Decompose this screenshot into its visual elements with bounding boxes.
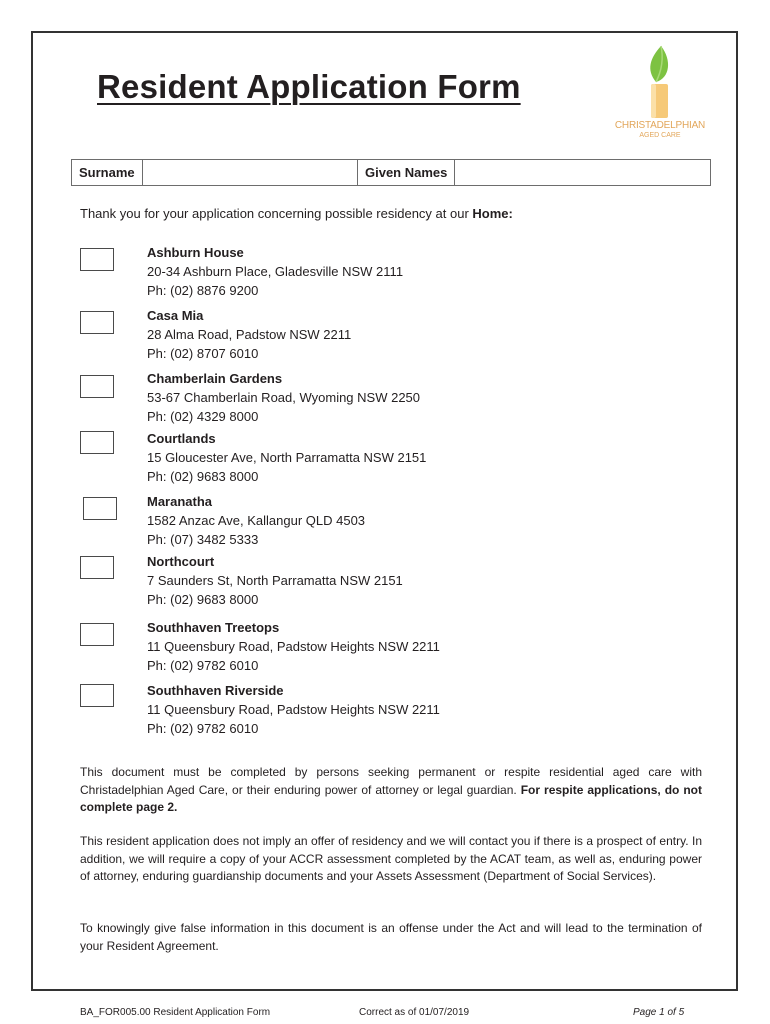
home-phone: Ph: (02) 8707 6010 (147, 346, 259, 361)
home-address: 15 Gloucester Ave, North Parramatta NSW 2151 (147, 450, 427, 465)
home-option-courtlands (147, 429, 426, 486)
home-option-northcourt (147, 552, 403, 609)
home-name: Ashburn House (147, 245, 244, 260)
home-address: 1582 Anzac Ave, Kallangur QLD 4503 (147, 513, 366, 528)
surname-label: Surname (72, 160, 143, 186)
leaf-candle-icon (642, 44, 678, 120)
logo-name: CHRISTADELPHIAN (614, 120, 706, 131)
home-name: Courtlands (147, 431, 216, 446)
home-address: 53-67 Chamberlain Road, Wyoming NSW 2250 (147, 390, 421, 405)
given-names-input[interactable] (462, 162, 710, 184)
footer-doc-code: BA_FOR005.00 Resident Application Form (80, 1007, 271, 1018)
home-option-chamberlain-gardens (147, 369, 420, 426)
home-option-maranatha (147, 492, 365, 549)
home-name: Southhaven Riverside (147, 683, 284, 698)
footer-page-number: Page 1 of 5 (633, 1007, 685, 1018)
home-name: Maranatha (147, 494, 213, 509)
home-option-ashburn-house (147, 243, 403, 300)
false-information-warning: To knowingly give false information in this document is an offense under the Act and will lead to the termination of your Resident Agreement. (80, 921, 702, 953)
intro-text (80, 206, 513, 221)
intro-lead: Thank you for your application concerning possible residency at our (80, 206, 473, 221)
home-address: 11 Queensbury Road, Padstow Heights NSW 2211 (147, 639, 440, 654)
home-name: Southhaven Treetops (147, 620, 280, 635)
home-phone: Ph: (07) 3482 5333 (147, 532, 259, 547)
home-address: 7 Saunders St, North Parramatta NSW 2151 (147, 573, 403, 588)
page-title: Resident Application Form (97, 68, 521, 105)
completion-notice (80, 764, 702, 817)
surname-cell (143, 160, 358, 186)
home-name: Casa Mia (147, 308, 204, 323)
home-phone: Ph: (02) 9782 6010 (147, 721, 259, 736)
logo-subtitle: AGED CARE (639, 132, 681, 139)
home-checkbox-maranatha[interactable] (83, 497, 117, 520)
home-phone: Ph: (02) 8876 9200 (147, 283, 259, 298)
home-checkbox-casa-mia[interactable] (80, 311, 114, 334)
footer-correct-as: Correct as of 01/07/2019 (359, 1007, 470, 1018)
home-address: 28 Alma Road, Padstow NSW 2211 (147, 327, 352, 342)
home-checkbox-southhaven-treetops[interactable] (80, 623, 114, 646)
residency-disclaimer: This resident application does not imply an offer of residency and we will contact you if there is a prospect of entry. In addition, we will require a copy of your ACCR assessment completed by the ACAT team, as well as, enduring power of attorney, enduring guardianship documents and your Assets Assessment (Department of Social Services). (80, 834, 702, 883)
home-address: 11 Queensbury Road, Padstow Heights NSW 2211 (147, 702, 440, 717)
logo (612, 44, 708, 144)
home-option-casa-mia (147, 306, 351, 363)
home-option-southhaven-treetops (147, 618, 440, 675)
given-names-label: Given Names (358, 160, 455, 186)
home-checkbox-ashburn-house[interactable] (80, 248, 114, 271)
home-option-southhaven-riverside (147, 681, 440, 738)
home-phone: Ph: (02) 4329 8000 (147, 409, 259, 424)
home-checkbox-courtlands[interactable] (80, 431, 114, 454)
home-address: 20-34 Ashburn Place, Gladesville NSW 2111 (147, 264, 404, 279)
completion-notice-text: This document must be completed by persons seeking permanent or respite residential aged care with Christadelphian Aged Care, or their enduring power of attorney or legal guardian. (80, 765, 702, 797)
surname-input[interactable] (150, 162, 357, 184)
intro-emphasis: Home: (472, 206, 513, 221)
home-phone: Ph: (02) 9782 6010 (147, 658, 259, 673)
home-checkbox-chamberlain-gardens[interactable] (80, 375, 114, 398)
name-table (71, 159, 711, 186)
home-checkbox-southhaven-riverside[interactable] (80, 684, 114, 707)
home-name: Chamberlain Gardens (147, 371, 283, 386)
respite-note: For respite applications, do not complete page 2. (80, 782, 702, 814)
home-phone: Ph: (02) 9683 8000 (147, 469, 259, 484)
home-checkbox-northcourt[interactable] (80, 556, 114, 579)
home-phone: Ph: (02) 9683 8000 (147, 592, 259, 607)
given-names-cell (455, 160, 711, 186)
home-name: Northcourt (147, 554, 215, 569)
